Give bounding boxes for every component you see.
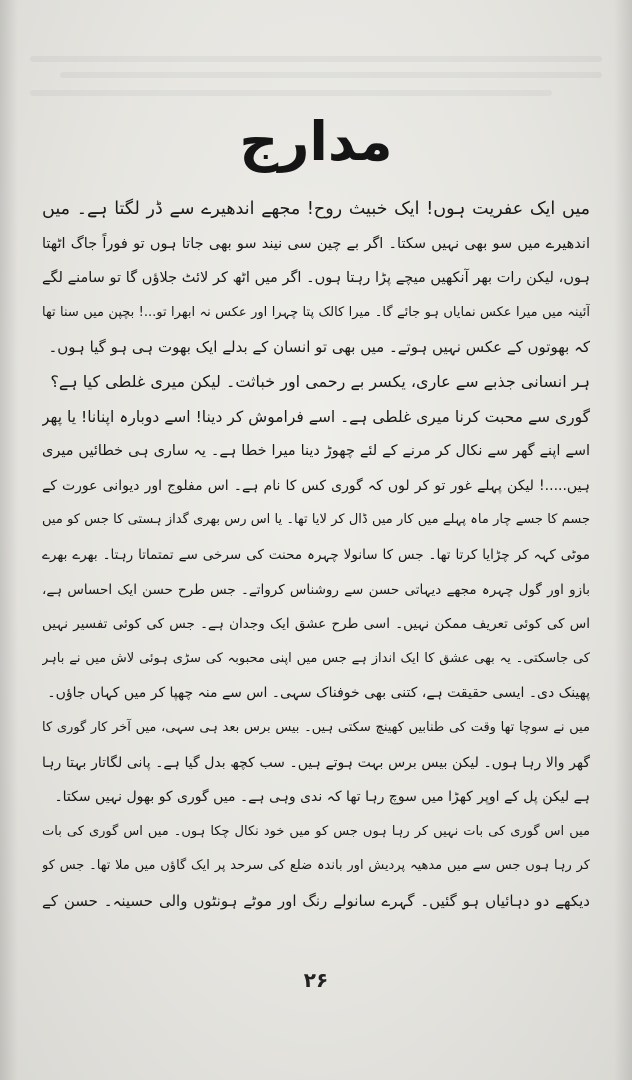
body-text [42,192,590,918]
text-line: بازو اور گول چہرہ مجھے دیہاتی حسن سے روشناس کرواتے۔ جس طرح حسن ایک احساس ہے، [42,581,590,598]
text-line: کی جاسکتی۔ یہ بھی عشق کا ایک انداز ہے جس میں اپنی محبوبہ کی سڑی ہوئی لاش میں نے باہر [42,650,590,666]
text-line: اسے اپنے گھر سے نکال کر مرنے کے لئے چھوڑ دینا میرا خطا ہے۔ یہ ساری ہی خطائیں میری [42,443,590,460]
text-line: موٹی کہہ کر چڑایا کرتا تھا۔ جس کا سانولا چہرہ محنت کی سرخی سے تمتماتا رہتا۔ بھرے بھرے [42,546,590,563]
text-line: گوری سے محبت کرنا میری غلطی ہے۔ اسے فراموش کر دینا! اسے دوبارہ اپنانا! یا پھر [42,407,590,426]
text-line: جسم کا جسے چار ماہ پہلے میں کار میں ڈال کر لایا تھا۔ یا اس رس بھری گداز ہستی کا جس کو میں [42,512,590,528]
text-line: کہ بھوتوں کے عکس نہیں ہوتے۔ میں بھی تو انسان کے بدلے ایک بھوت ہی ہو گیا ہوں۔ [48,338,590,357]
text-line: پھینک دی۔ ایسی حقیقت ہے، کتنی بھی خوفناک سہی۔ اس سے منہ چھپا کر میں کہاں جاؤں۔ [47,685,590,702]
text-line: آئینہ میں میرا عکس نمایاں ہو جائے گا۔ میرا کالک پتا چہرا اور عکس نہ ابھرا تو...! بچپن میں سنا تھا [42,304,590,320]
text-line: اندھیرے میں سو بھی نہیں سکتا۔ اگر بے چین سی نیند سو بھی جاتا ہوں تو فوراً جاگ اٹھتا [42,235,590,252]
chapter-title: مدارج [239,110,393,173]
text-line: دیکھے دو دہائیاں ہو گئیں۔ گہرے سانولے رنگ اور موٹے ہونٹوں والی حسینہ۔ حسن کے [42,891,590,910]
text-line: ہر انسانی جذبے سے عاری، یکسر بے رحمی اور خباثت۔ لیکن میری غلطی کیا ہے؟ [50,371,590,391]
text-line: میں اس گوری کی بات نہیں کر رہا ہوں جس کو میں خود نکال چکا ہوں۔ میں اس گوری کی بات [42,823,590,839]
page-number: ۲۶ [303,968,329,992]
text-line: اس کی کوئی تعریف ممکن نہیں۔ اسی طرح عشق ایک وجدان ہے۔ جس کی کوئی تفسیر نہیں [42,616,590,633]
text-line: میں نے سوچا تھا وقت کی طنابیں کھینچ سکتی ہیں۔ بیس برس بعد ہی سہی، میں آخر کار گوری کا [42,719,590,735]
text-line: میں ایک عفریت ہوں! ایک خبیث روح! مجھے اندھیرے سے ڈر لگتا ہے۔ میں [42,199,590,219]
text-line: ہیں.....! لیکن پہلے غور تو کر لوں کہ گوری کس کا نام ہے۔ اس مفلوج اور دیوانی عورت کے [42,477,590,494]
bleed-through-line [30,90,552,96]
bleed-through-line [60,72,602,78]
bleed-through-line [30,56,602,62]
text-line: ہوں، لیکن رات بھر آنکھیں میچے پڑا رہتا ہوں۔ اگر میں اٹھ کر لائٹ جلاؤں گا تو سامنے لگے [42,270,590,287]
text-line: ہے لیکن پل کے اوپر کھڑا میں سوچ رہا تھا کہ ندی وہی ہے۔ میں گوری کو بھول نہیں سکتا۔ [54,789,590,806]
text-line: گھر والا رہا ہوں۔ لیکن بیس برس بہت ہوتے ہیں۔ سب کچھ بدل گیا ہے۔ پانی لگاتار بہتا رہا [42,754,590,771]
text-line: کر رہا ہوں جس سے میں مدھیہ پردیش اور باندہ ضلع کی سرحد پر ایک گاؤں میں ملا تھا۔ جس کو [42,858,590,874]
